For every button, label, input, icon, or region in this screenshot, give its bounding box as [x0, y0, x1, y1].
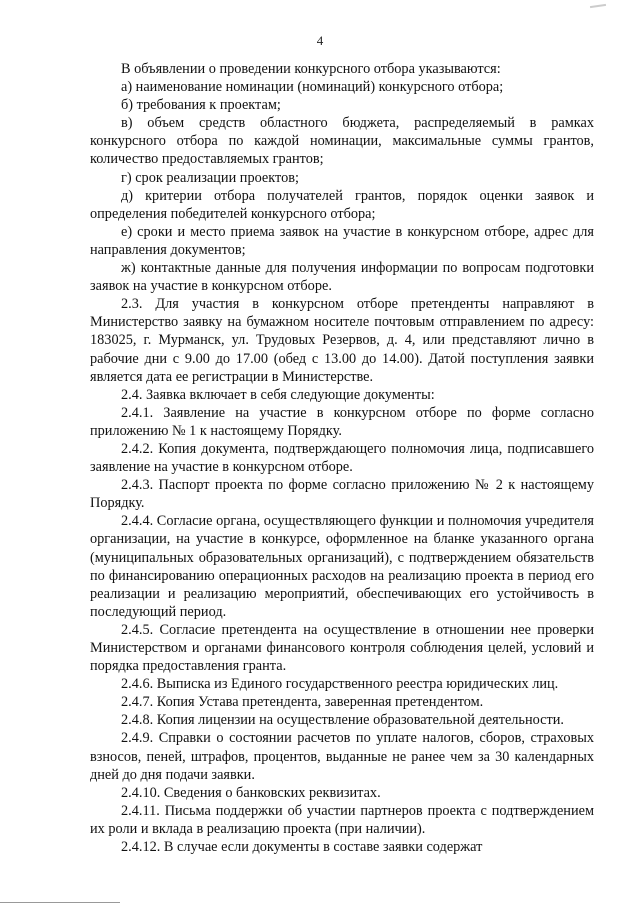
- paragraph-item-zh: ж) контактные данные для получения информации по вопросам подготовки заявок на участие в конкурсном отборе.: [90, 260, 594, 295]
- page-number: 4: [316, 33, 324, 48]
- paragraph-2-4-1: 2.4.1. Заявление на участие в конкурсном отборе по форме согласно приложению № 1 к настоящему Порядку.: [90, 404, 594, 439]
- paragraph-item-e: е) сроки и место приема заявок на участие в конкурсном отборе, адрес для направления документов;: [90, 223, 594, 258]
- paragraph-2-4-6: 2.4.6. Выписка из Единого государственного реестра юридических лиц.: [121, 676, 559, 693]
- paragraph-2-4-8: 2.4.8. Копия лицензии на осуществление образовательной деятельности.: [121, 712, 564, 729]
- paragraph-2-4-10: 2.4.10. Сведения о банковских реквизитах.: [121, 784, 381, 801]
- paragraph-announcement-intro: В объявлении о проведении конкурсного отбора указываются:: [121, 61, 501, 77]
- paragraph-item-v: в) объем средств областного бюджета, распределяемый в рамках конкурсного отбора по каждой номинации, максимальные суммы грантов, количество предоставляемых грантов;: [90, 115, 594, 168]
- paragraph-2-3: 2.3. Для участия в конкурсном отборе претенденты направляют в Министерство заявку на бумажном носителе почтовым отправлением по адресу: 183025, г. Мурманск, ул. Трудовых Резервов, д. 4, или представляют лично в рабочие дни с 9.00 до 17.00 (обед с 13.00 до 14.00). Датой поступления заявки является дата ее регистрации в Министерстве.: [90, 296, 594, 385]
- paragraph-2-4-4: 2.4.4. Согласие органа, осуществляющего функции и полномочия учредителя организации, на участие в конкурсе, оформленное на бланке указанного органа (муниципальных образовательных организаций), с подтверждением обязательств по финансированию операционных расходов на реализацию проекта в период его реализации и реализацию мероприятий, обеспечивающих его устойчивость в последующий период.: [90, 513, 594, 620]
- paragraph-2-4-5: 2.4.5. Согласие претендента на осуществление в отношении нее проверки Министерством и органами финансового контроля соблюдения целей, условий и порядка предоставления гранта.: [90, 621, 594, 675]
- footer-rule: [0, 902, 120, 903]
- paragraph-item-a: а) наименование номинации (номинаций) конкурсного отбора;: [121, 79, 504, 96]
- paragraph-2-4-11: 2.4.11. Письма поддержки об участии партнеров проекта с подтверждением их роли и вклада в реализацию проекта (при наличии).: [90, 802, 594, 837]
- paragraph-2-4-2: 2.4.2. Копия документа, подтверждающего полномочия лица, подписавшего заявление на участие в конкурсном отборе.: [90, 440, 594, 476]
- paragraph-2-4: 2.4. Заявка включает в себя следующие документы:: [121, 386, 435, 403]
- paragraph-2-4-9: 2.4.9. Справки о состоянии расчетов по уплате налогов, сборов, страховых взносов, пеней, штрафов, процентов, выданные не ранее чем за 30 календарных дней до дня подачи заявки.: [90, 730, 594, 783]
- scan-mark: [590, 4, 606, 8]
- document-body: [90, 60, 594, 856]
- paragraph-2-4-3: 2.4.3. Паспорт проекта по форме согласно приложению № 2 к настоящему Порядку.: [90, 477, 594, 512]
- paragraph-2-4-12: 2.4.12. В случае если документы в составе заявки содержат: [121, 839, 483, 856]
- paragraph-item-g: г) срок реализации проектов;: [121, 169, 299, 186]
- paragraph-item-d: д) критерии отбора получателей грантов, порядок оценки заявок и определения победителей конкурсного отбора;: [90, 187, 594, 222]
- paragraph-2-4-7: 2.4.7. Копия Устава претендента, заверенная претендентом.: [121, 694, 484, 711]
- paragraph-item-b: б) требования к проектам;: [121, 97, 281, 114]
